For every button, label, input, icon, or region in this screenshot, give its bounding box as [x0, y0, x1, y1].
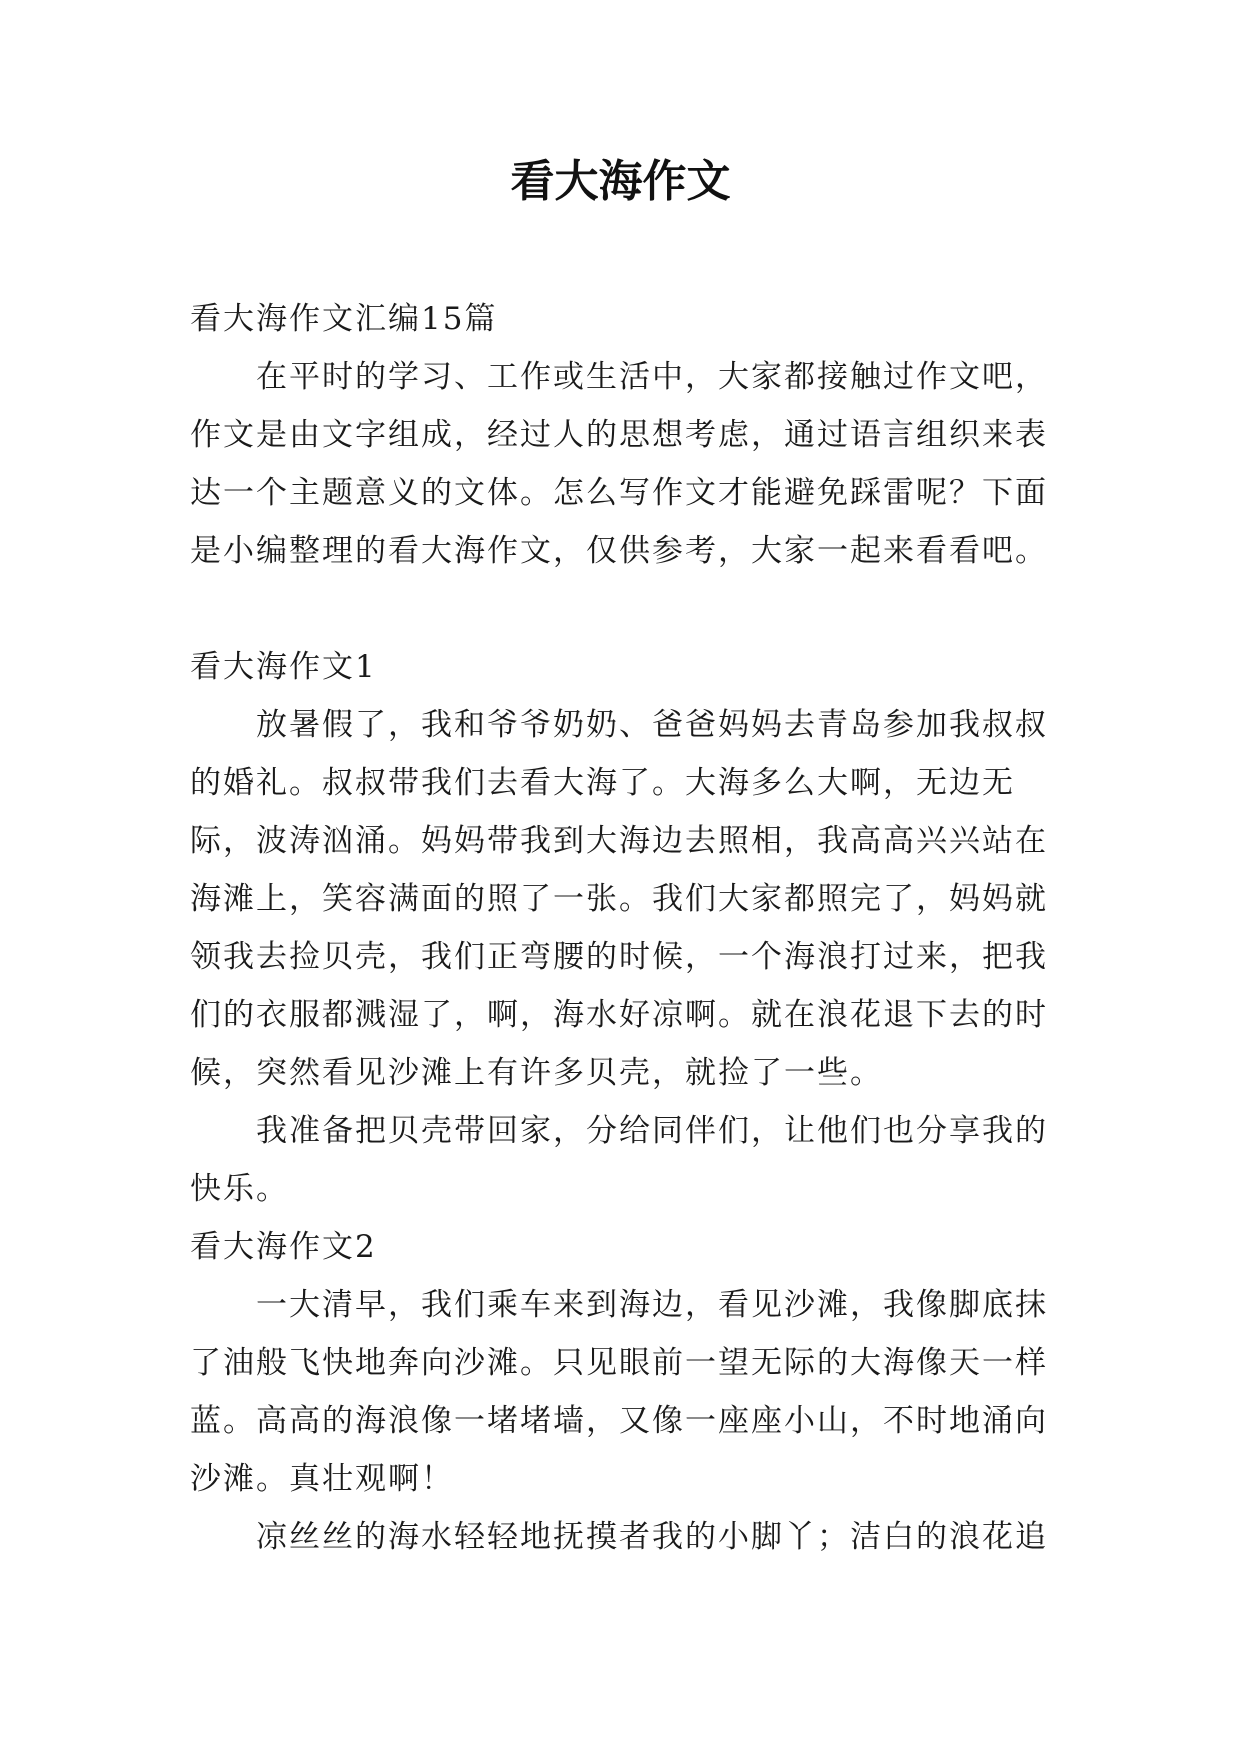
document-title: 看大海作文 [510, 156, 731, 207]
section-spacer [190, 580, 1070, 638]
essay-1-paragraph-2: 我准备把贝壳带回家，分给同伴们，让他们也分享我的快乐。 [190, 1113, 1048, 1207]
essay-heading-1: 看大海作文1 [190, 649, 377, 685]
essay-heading-2: 看大海作文2 [190, 1229, 377, 1265]
document-subtitle: 看大海作文汇编15篇 [190, 301, 498, 337]
essay-1-paragraph-1: 放暑假了，我和爷爷奶奶、爸爸妈妈去青岛参加我叔叔的婚礼。叔叔带我们去看大海了。大海多么大啊，无边无际，波涛汹涌。妈妈带我到大海边去照相，我高高兴兴站在海滩上，笑容满面的照了一张。我们大家都照完了，妈妈就领我去捡贝壳，我们正弯腰的时候，一个海浪打过来，把我们的衣服都溅湿了，啊，海水好凉啊。就在浪花退下去的时候，突然看见沙滩上有许多贝壳，就捡了一些。 [190, 707, 1048, 1091]
essay-2-paragraph-1: 一大清早，我们乘车来到海边，看见沙滩，我像脚底抹了油般飞快地奔向沙滩。只见眼前一望无际的大海像天一样蓝。高高的海浪像一堵堵墙，又像一座座小山，不时地涌向沙滩。真壮观啊！ [190, 1287, 1048, 1497]
intro-paragraph: 在平时的学习、工作或生活中，大家都接触过作文吧，作文是由文字组成，经过人的思想考虑，通过语言组织来表达一个主题意义的文体。怎么写作文才能避免踩雷呢？下面是小编整理的看大海作文，仅供参考，大家一起来看看吧。 [190, 359, 1048, 569]
document-body [190, 290, 1070, 1566]
essay-2-paragraph-2: 凉丝丝的海水轻轻地抚摸者我的小脚丫；洁白的浪花追 [256, 1519, 1048, 1555]
